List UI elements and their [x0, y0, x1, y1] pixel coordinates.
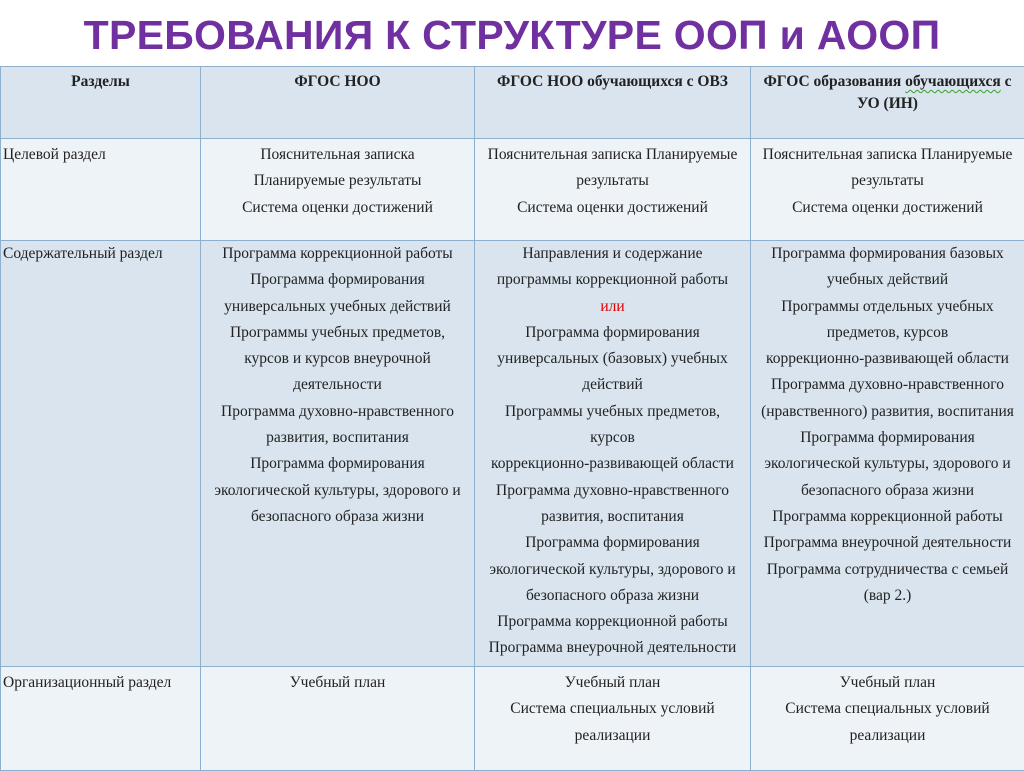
- cell-line: безопасного образа жизни: [753, 478, 1022, 504]
- section-org: Организационный раздел: [1, 667, 201, 771]
- header-fgos-noo-ovz: ФГОС НОО обучающихся с ОВЗ: [475, 67, 751, 139]
- section-content: Содержательный раздел: [1, 241, 201, 667]
- cell-line: реализации: [477, 723, 748, 749]
- cell-line: Программа формирования базовых: [753, 241, 1022, 267]
- cell-line: учебных действий: [753, 267, 1022, 293]
- cell-line: Программа сотрудничества с семьей: [753, 557, 1022, 583]
- cell-line: Программа формирования: [477, 320, 748, 346]
- cell-line: Программа формирования: [753, 425, 1022, 451]
- cell-line: Программа духовно-нравственного: [477, 478, 748, 504]
- cell-line: Программа формирования: [203, 267, 472, 293]
- cell-line: Пояснительная записка Планируемые: [753, 142, 1022, 168]
- table-row-org: [1, 667, 1024, 771]
- cell-content-uo: [751, 241, 1024, 667]
- cell-line: деятельности: [203, 372, 472, 398]
- cell-line: Пояснительная записка: [203, 142, 472, 168]
- page-title: ТРЕБОВАНИЯ К СТРУКТУРЕ ООП и АООП: [0, 12, 1024, 59]
- cell-line: результаты: [753, 168, 1022, 194]
- cell-line: результаты: [477, 168, 748, 194]
- cell-line: универсальных (базовых) учебных: [477, 346, 748, 372]
- cell-line: Программа духовно-нравственного: [753, 372, 1022, 398]
- cell-line: Планируемые результаты: [203, 168, 472, 194]
- cell-line: Система специальных условий: [753, 696, 1022, 722]
- cell-content-noo: [201, 241, 475, 667]
- cell-line: экологической культуры, здорового и: [477, 557, 748, 583]
- cell-line: развития, воспитания: [203, 425, 472, 451]
- header-fgos-uo-part3: с: [1001, 73, 1012, 90]
- cell-line: реализации: [753, 723, 1022, 749]
- cell-line: (нравственного) развития, воспитания: [753, 399, 1022, 425]
- cell-line: Программы отдельных учебных: [753, 294, 1022, 320]
- requirements-table: [0, 66, 1024, 771]
- cell-goal-noo: [201, 139, 475, 241]
- cell-line: Программа коррекционной работы: [477, 609, 748, 635]
- cell-org-ovz: [475, 667, 751, 771]
- table-header-row: [1, 67, 1024, 139]
- or-separator: или: [477, 294, 748, 320]
- cell-goal-uo: [751, 139, 1024, 241]
- cell-line: коррекционно-развивающей области: [753, 346, 1022, 372]
- cell-line: Программа внеурочной деятельности: [753, 530, 1022, 556]
- cell-line: курсов: [477, 425, 748, 451]
- cell-line: экологической культуры, здорового и: [753, 451, 1022, 477]
- cell-line: курсов и курсов внеурочной: [203, 346, 472, 372]
- section-goal: Целевой раздел: [1, 139, 201, 241]
- cell-line: безопасного образа жизни: [203, 504, 472, 530]
- cell-line: экологической культуры, здорового и: [203, 478, 472, 504]
- header-fgos-uo: [751, 67, 1024, 139]
- cell-line: действий: [477, 372, 748, 398]
- header-fgos-noo: ФГОС НОО: [201, 67, 475, 139]
- cell-line: предметов, курсов: [753, 320, 1022, 346]
- cell-line: Программа коррекционной работы: [753, 504, 1022, 530]
- table-row-goal: [1, 139, 1024, 241]
- cell-org-uo: [751, 667, 1024, 771]
- cell-goal-ovz: [475, 139, 751, 241]
- cell-line: Направления и содержание: [477, 241, 748, 267]
- cell-line: Система оценки достижений: [753, 195, 1022, 221]
- cell-line: Программа духовно-нравственного: [203, 399, 472, 425]
- cell-line: Учебный план: [753, 670, 1022, 696]
- cell-line: коррекционно-развивающей области: [477, 451, 748, 477]
- cell-line: программы коррекционной работы: [477, 267, 748, 293]
- cell-line: Учебный план: [203, 670, 472, 696]
- cell-line: Программы учебных предметов,: [203, 320, 472, 346]
- header-fgos-uo-part4: УО (ИН): [857, 95, 918, 112]
- cell-line: Программа внеурочной деятельности: [477, 635, 748, 661]
- cell-line: Пояснительная записка Планируемые: [477, 142, 748, 168]
- cell-line: безопасного образа жизни: [477, 583, 748, 609]
- cell-line: Программа формирования: [477, 530, 748, 556]
- header-sections: Разделы: [1, 67, 201, 139]
- cell-org-noo: [201, 667, 475, 771]
- header-fgos-uo-part1: ФГОС образования: [763, 73, 905, 90]
- cell-line: Система оценки достижений: [477, 195, 748, 221]
- table-row-content: [1, 241, 1024, 667]
- cell-line: универсальных учебных действий: [203, 294, 472, 320]
- cell-line: развития, воспитания: [477, 504, 748, 530]
- cell-line: Система оценки достижений: [203, 195, 472, 221]
- cell-line: Программа формирования: [203, 451, 472, 477]
- cell-line: Программа коррекционной работы: [203, 241, 472, 267]
- cell-content-ovz: [475, 241, 751, 667]
- cell-line: (вар 2.): [753, 583, 1022, 609]
- cell-line: Учебный план: [477, 670, 748, 696]
- header-fgos-uo-underlined-word: обучающихся: [905, 73, 1001, 90]
- cell-line: Система специальных условий: [477, 696, 748, 722]
- cell-line: Программы учебных предметов,: [477, 399, 748, 425]
